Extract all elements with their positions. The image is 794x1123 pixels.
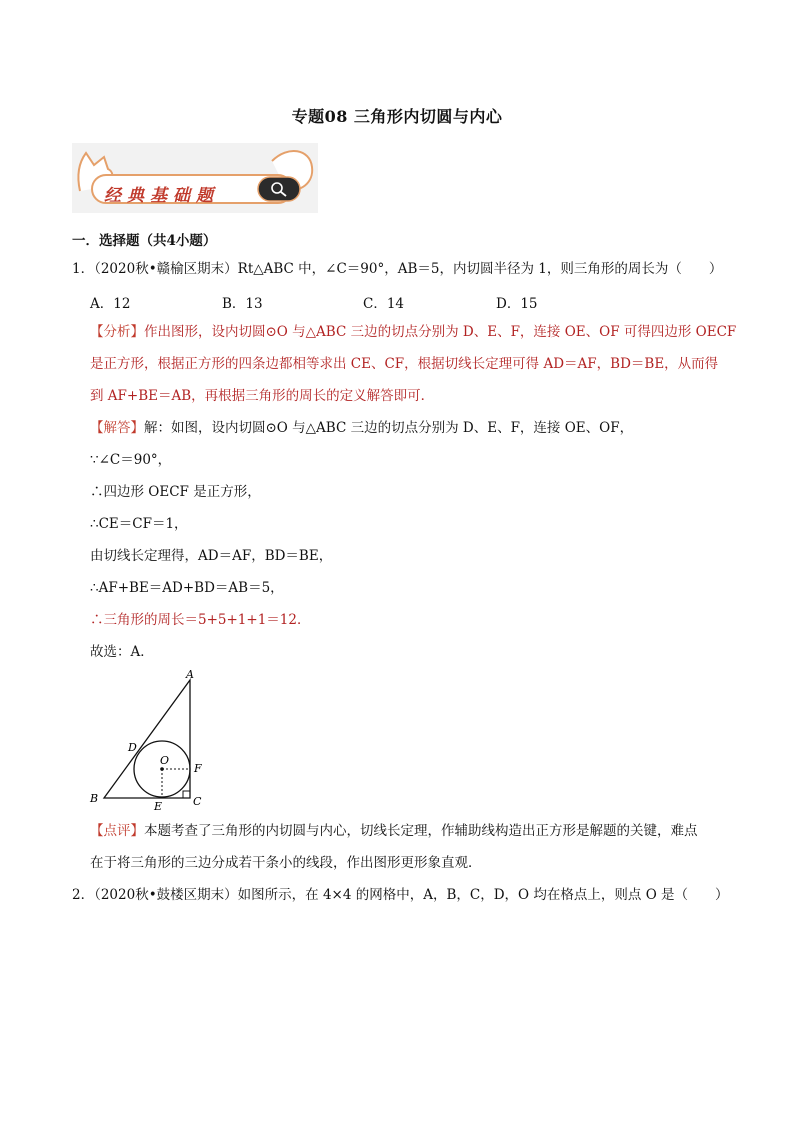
label-f: F [194,762,202,775]
label-o: O [160,754,170,767]
triangle-incircle-figure [86,668,212,810]
comment-tag: 【点评】 [90,823,144,839]
solution-tag: 【解答】 [90,420,144,436]
question-1-stem: 1．（2020秋•赣榆区期末）Rt△ABC 中，∠C＝90°，AB＝5，内切圆半径为 1，则三角形的周长为（ ） [72,261,723,277]
option-d: D．15 [496,296,538,312]
option-c: C．14 [363,296,405,312]
comment-line-2: 在于将三角形的三边分成若干条小的线段，作出图形更形象直观． [90,855,482,871]
label-b: B [90,792,99,805]
solution-line-8: 故选：A． [90,644,154,660]
option-b: B．13 [222,296,263,312]
center-point-o [160,767,164,771]
solution-line-6: ∴AF+BE＝AD+BD＝AB＝5， [90,580,284,596]
page-title: 专题08 三角形内切圆与内心 [291,107,503,126]
label-d: D [128,741,137,754]
comment-line-1: 【点评】本题考查了三角形的内切圆与内心，切线长定理，作辅助线构造出正方形是解题的关键，难点 [90,823,698,839]
section-heading: 一．选择题（共4小题） [72,233,217,249]
solution-line-4: ∴CE＝CF＝1， [90,516,188,532]
right-angle-mark [183,791,190,798]
triangle-abc [104,680,190,798]
solution-line-7: ∴三角形的周长＝5+5+1+1＝12． [90,612,311,628]
analysis-line-3: 到 AF+BE＝AB，再根据三角形的周长的定义解答即可． [90,388,435,404]
analysis-line-2: 是正方形，根据正方形的四条边都相等求出 CE、CF，根据切线长定理可得 AD＝AF，BD＝BE，从而得 [90,356,719,372]
banner-text: 经典基础题 [104,186,219,206]
label-a: A [186,668,194,681]
solution-line-3: ∴四边形 OECF 是正方形， [90,484,261,500]
label-c: C [193,795,202,808]
solution-line-5: 由切线长定理得，AD＝AF，BD＝BE， [90,548,333,564]
solution-line-1: 【解答】解：如图，设内切圆⊙O 与△ABC 三边的切点分别为 D、E、F，连接 OE、OF， [90,420,634,436]
analysis-tag: 【分析】 [90,324,144,340]
analysis-line-1: 【分析】作出图形，设内切圆⊙O 与△ABC 三边的切点分别为 D、E、F，连接 OE、OF 可得四边形 OECF [90,324,737,340]
question-2-stem: 2．（2020秋•鼓楼区期末）如图所示，在 4×4 的网格中，A，B，C，D，O 均在格点上，则点 O 是（ ） [72,887,729,903]
solution-line-2: ∵∠C＝90°， [90,452,172,468]
option-a: A．12 [90,296,131,312]
label-e: E [154,800,163,810]
